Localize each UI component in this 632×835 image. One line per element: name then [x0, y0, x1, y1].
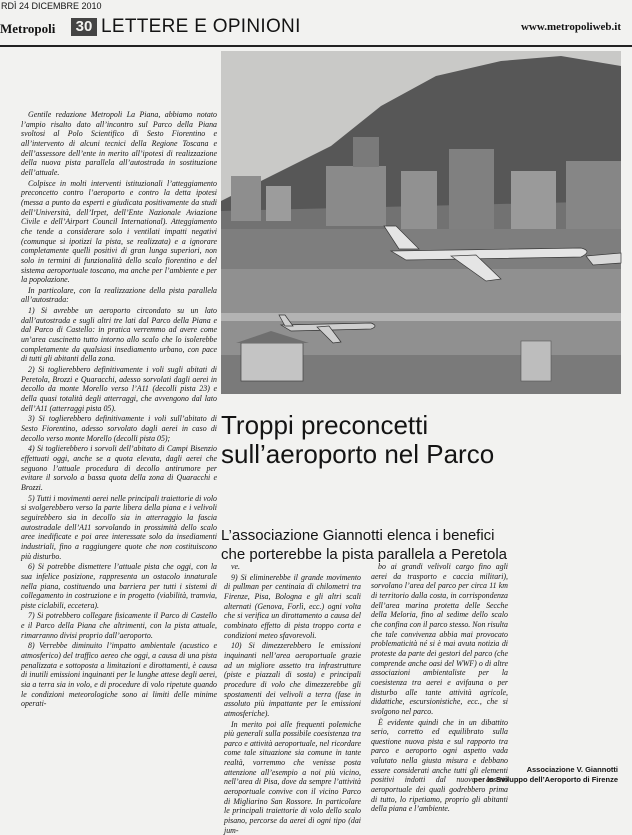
subhead-line-2: che porterebbe la pista parallela a Peretola: [221, 546, 507, 563]
letter-paragraph: 3) Si toglierebbero definitivamente i voli sull’abitato di Sesto Fiorentino, adesso sorvolato dagli aerei in caso di decollo verso monte Morello (decolli pista 05);: [21, 414, 217, 443]
letter-paragraph: 7) Si potrebbero collegare fisicamente il Parco di Castello e il Parco della Piana che altrimenti, con la pista attuale, rimarranno divisi proprio dall’aeroporto.: [21, 611, 217, 640]
letter-paragraph: 8) Verrebbe diminuito l’impatto ambientale (acustico e atmosferico) del traffico aereo che oggi, a causa di una pista penalizzata e sottoposta a limitazioni e dirottamenti, è causa di inutili emissioni inquinanti per le lunghe attese degli aerei, sia a terra sia in volo, e di procedure di volo ripetute quando le condizioni meteorologiche sono ai limiti delle minime operati-: [21, 641, 217, 709]
issue-date: RDÌ 24 DICEMBRE 2010: [1, 1, 102, 11]
headline-line-1: Troppi preconcetti: [221, 410, 428, 440]
letter-paragraph: bo ai grandi velivoli cargo fino agli aerei da trasporto e caccia militari), sorvolano l’area del parco per circa 11 km di territorio dalla costa, in corrispondenza dell’area marina protetta delle Secche della Meloria, fino al sedime dello scalo che confina con il parco stesso. Non risulta che tale convivenza abbia mai provocato problematicità né si è mai avuta notizia di proteste da parte dei gestori del parco (che comprende anche oasi del WWF) o di altre associazioni ambientaliste per la coesistenza tra aerei e avifauna o per disturbo alle tante attività agricole, didattiche, escursionistiche, ecc., che si svolgono nel parco.: [371, 562, 508, 717]
website-link[interactable]: www.metropoliweb.it: [521, 21, 621, 33]
letter-column-3: [371, 562, 508, 791]
letter-paragraph: 2) Si toglierebbero definitivamente i voli sugli abitati di Peretola, Brozzi e Quaracchi, adesso sorvolati dagli aerei in decollo da monte Morello verso l’A11 (decolli pista 23) e della quasi totalità degli atterraggi, che avvengono dal lato dell’A11 (atterraggi pista 05).: [21, 365, 217, 413]
letter-column-2: [224, 562, 361, 791]
section-title: LETTERE E OPINIONI: [101, 16, 301, 38]
letter-paragraph: 1) Si avrebbe un aeroporto circondato su un lato dall’autostrada e sugli altri tre lati dal Parco della Piana e dal Parco di Castello: in pratica verremmo ad avere come un’area cuscinetto tutto intorno allo scalo che lo isolerebbe completamente da qualsiasi insediamento urbano, con pace di tutti gli abitanti della zona.: [21, 306, 217, 364]
airport-photo: [221, 51, 621, 394]
letter-paragraph: Gentile redazione Metropoli La Piana, abbiamo notato l’ampio risalto dato all’incontro sul Parco della Piana svoltosi al Polo Scientifico di Sesto Fiorentino e all’intervento di alcuni tecnici della Regione Toscana e dell’assessore dell’ente in merito all’ipotesi di realizzazione della nuova pista parallela all’autostrada in sostituzione dell’attuale.: [21, 110, 217, 178]
airport-photo-graphic: [221, 51, 621, 394]
letter-paragraph: 5) Tutti i movimenti aerei nelle principali traiettorie di volo si svolgerebbero verso la parte libera della piana e i velivoli seguirebbero sia in decollo sia in atterraggio la fascia autostradale dell’A11 sorvolando in prossimità dello scalo aree inedificate e poi aree interessate solo da insediamenti industriali, fino a raggiungere quote che non costituiscono più disturbo.: [21, 494, 217, 562]
article-subheadline: [221, 526, 621, 564]
letter-paragraph: 4) Si toglierebbero i sorvoli dell’abitato di Campi Bisenzio effettuati oggi, anche se a quota elevata, dagli aerei che seguono l’attuale procedura di decollo antirumore per evitare il sorvolo a bassa quota della zona di Quaracchi e Brozzi.: [21, 444, 217, 492]
page-number: 30: [71, 18, 97, 36]
signature-subtitle: per lo Sviluppo dell’Aeroporto di Firenze: [473, 775, 618, 785]
letter-paragraph: 6) Si potrebbe dismettere l’attuale pista che oggi, con la sua infelice posizione, rappresenta un ostacolo innaturale nella piana, costituendo una barriera per tutti i sistemi di collegamento in costruzione e in progetto (viabilità, tramvia, piste ciclabili, eccetera).: [21, 562, 217, 610]
letter-paragraph: 9) Si eliminerebbe il grande movimento di pullman per centinaia di chilometri tra Firenze, Pisa, Bologna e gli altri scali alternati (Genova, Forlì, ecc.) ogni volta che si verifica un dirottamento a causa del combinato effetto di pista troppo corta e condizioni meteo sfavorevoli.: [224, 573, 361, 641]
page-header: [0, 0, 632, 47]
letter-paragraph: ve.: [224, 562, 361, 572]
signature-organization: Associazione V. Giannotti: [473, 765, 618, 775]
letter-paragraph: 10) Si dimezzerebbero le emissioni inquinanti nell’area aeroportuale grazie ad un migliore assetto tra infrastrutture (piste e piazzali di sosta) e principali procedure di volo che dimezzerebbe gli spostamenti dei velivoli a terra (fase in assoluto più impattante per le emissioni atmosferiche).: [224, 641, 361, 718]
newspaper-name: Metropoli: [0, 21, 55, 37]
article-headline: [221, 411, 621, 469]
headline-line-2: sull’aeroporto nel Parco: [221, 439, 494, 469]
letter-paragraph: È evidente quindi che in un dibattito serio, corretto ed equilibrato sulla questione nuova pista e sul rapporto tra parco e aeroporto ogni aspetto vada valutato nella giusta misura e debbano essere considerati anche tutti gli elementi positivi indotti dal nuovo assetto aeroportuale dei quali godrebbero prima di tutto, lo ripetiamo, proprio gli abitanti della piana e l’ambiente.: [371, 718, 508, 815]
letter-paragraph: In particolare, con la realizzazione della pista parallela all’autostrada:: [21, 286, 217, 305]
subhead-line-1: L’associazione Giannotti elenca i benefici: [221, 527, 495, 544]
letter-paragraph: In merito poi alle frequenti polemiche più generali sulla possibile coesistenza tra parco e attività aeroportuale, nel ricordare come tale situazione sia comune in tante realtà, vorremmo che venisse posta attenzione all’esempio a noi più vicino, nell’area di Pisa, dove da sempre l’attività aeroportuale convive con il vicino Parco di Migliarino San Rossore. In particolare le principali traiettorie di volo dello scalo pisano, percorse da aerei di ogni tipo (dai jum-: [224, 720, 361, 835]
letter-column-1: [21, 110, 217, 787]
letter-paragraph: Colpisce in molti interventi istituzionali l’atteggiamento preconcetto contro l’aeroporto e contro la detta ipotesi (messa a punto da esperti e giudicata positivamente da studi dell’Università, dell’Irpet, dell’Ente Nazionale Aviazione Civile e dell’Airport Council International). Atteggiamento che tende a considerare solo i ventilati impatti negativi (comunque si ipotizzi la pista, se realizzata) e a ignorare completamente quelli positivi di gran lunga superiori, non solo in termini di funzionalità dello scalo fiorentino e del sistema aeroportuale toscano, ma anche per l’ambiente e per la popolazione.: [21, 179, 217, 285]
letter-signature: [473, 765, 618, 785]
